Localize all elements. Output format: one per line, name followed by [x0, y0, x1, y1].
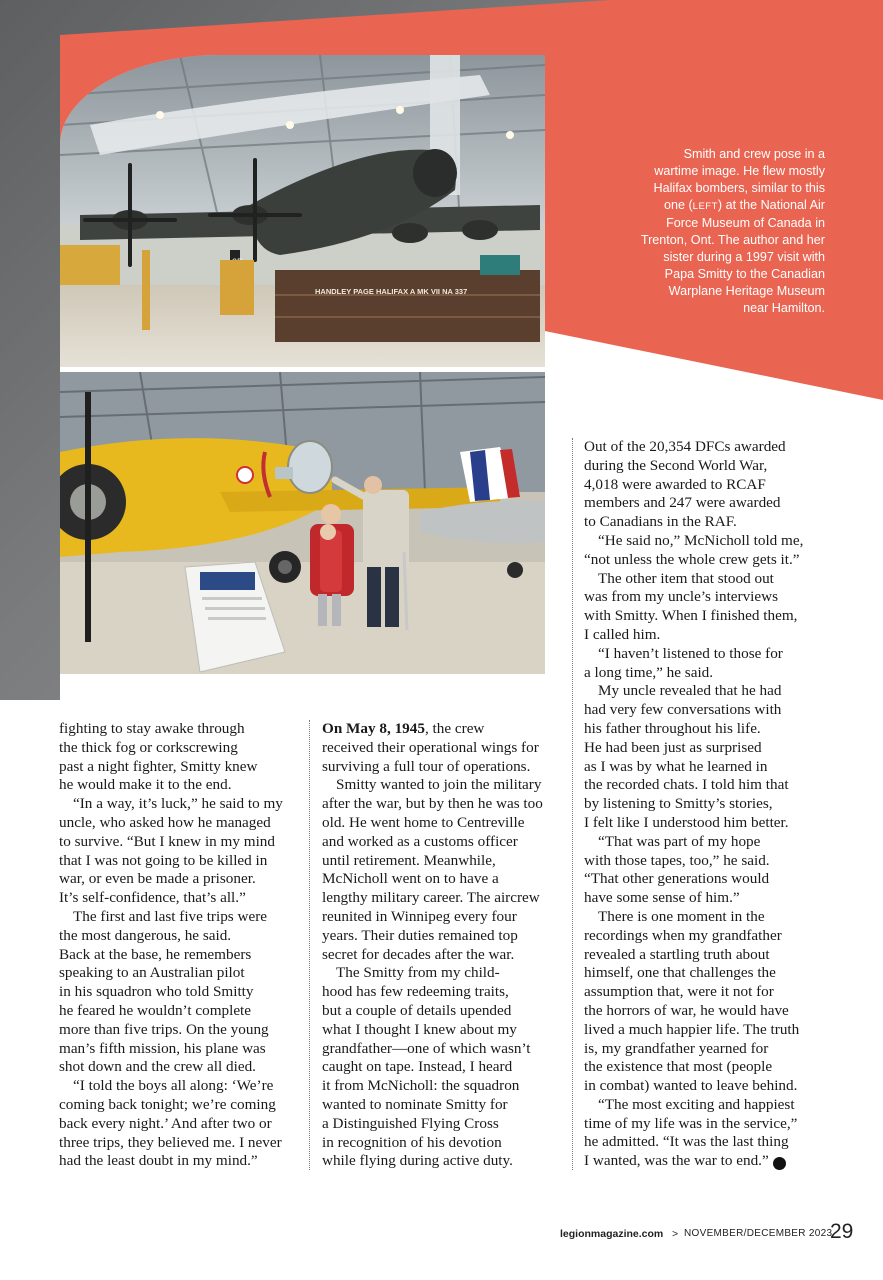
paragraph: “I haven’t listened to those for a long time,” he said.	[584, 644, 783, 681]
footer-issue: NOVEMBER/DECEMBER 2023	[684, 1228, 833, 1239]
end-mark-icon: L	[773, 1157, 786, 1170]
footer-url[interactable]: legionmagazine.com	[560, 1228, 664, 1240]
paragraph: The other item that stood out was from my uncle’s interviews with Smitty. When I finished them, I called him.	[584, 569, 798, 643]
article-column-2	[322, 720, 562, 1171]
halifax-illustration	[60, 55, 545, 367]
paragraph: fighting to stay awake through the thick fog or corkscrewing past a night fighter, Smitty knew he would make it to the end.	[59, 720, 258, 794]
photo-halifax-bomber	[60, 55, 545, 367]
footer-separator: >	[672, 1228, 679, 1240]
photo-museum-visit	[60, 372, 545, 674]
paragraph: “He said no,” McNicholl told me, “not unless the whole crew gets it.”	[584, 531, 804, 568]
caption-text-b: ) at the National Air Force Museum of Canada in Trenton, Ont. The author and her sister during a 1997 visit with Papa Smitty to the Canadian Warplane Heritage Museum near Hamilton.	[640, 198, 825, 315]
paragraph: There is one moment in the recordings when my grandfather revealed a startling truth about himself, one that challenges the assumption that, were it not for the horrors of war, he would have lived a much happier life. The truth is, my grandfather yearned for the existence that most (people in combat) wanted to leave behind.	[584, 907, 800, 1095]
article-column-3	[584, 438, 829, 1171]
column-divider	[572, 438, 573, 1170]
photo-caption	[640, 146, 825, 317]
column-divider	[309, 720, 310, 1170]
lede-date: On May 8, 1945	[322, 720, 425, 737]
paragraph: The first and last five trips were the most dangerous, he said. Back at the base, he remembers speaking to an Australian pilot in his squadron who told Smitty he feared he wouldn’t complete more than five trips. On the young man’s fifth mission, his plane was shot down and the crew all died.	[59, 907, 269, 1076]
paragraph: The Smitty from my child- hood has few redeeming traits, but a couple of details upended what I thought I knew about my grandfather—one of which wasn’t caught on tape. Instead, I heard it from McNicholl: the squadron wanted to nominate Smitty for a Distinguished Flying Cross in recognition of his devotion while flying during active duty.	[322, 964, 531, 1170]
exhibit-sign: HANDLEY PAGE HALIFAX A MK VII NA 337	[315, 287, 468, 296]
paragraph: My uncle revealed that he had had very few conversations with his father throughout his life. He had been just as surprised as I was by what he learned in the recorded chats. I told him that by listening to Smitty’s stories, I felt like I understood him better.	[584, 682, 789, 831]
paragraph: Smitty wanted to join the military after the war, but by then he was too old. He went home to Centreville and worked as a customs officer until retirement. Meanwhile, McNicholl went on to have a lengthy military career. The aircrew reunited in Winnipeg every four years. Their duties remained top secret for decades after the war.	[322, 776, 543, 963]
paragraph: “In a way, it’s luck,” he said to my uncle, who asked how he managed to survive. “But I knew in my mind that I was not going to be killed in war, or even be made a prisoner. It’s self-confidence, that’s all.”	[59, 795, 283, 907]
paragraph-lede	[322, 720, 562, 776]
museum-illustration	[60, 372, 545, 674]
page-footer	[560, 1221, 860, 1245]
paragraph-final	[584, 1096, 829, 1171]
paragraph: “I told the boys all along: ‘We’re coming back tonight; we’re coming back every night.’ And after two or three trips, they believed me. I never had the least doubt in my mind.”	[59, 1077, 282, 1170]
final-text: “The most exciting and happiest time of my life was in the service,” he admitted. “It was the last thing I wanted, was the war to end.”	[584, 1095, 798, 1170]
paragraph: Out of the 20,354 DFCs awarded during the Second World War, 4,018 were awarded to RCAF members and 247 were awarded to Canadians in the RAF.	[584, 438, 786, 531]
lede-text: , the crew received their operational wings for surviving a full tour of operations.	[322, 720, 539, 775]
caption-smallcaps: LEFT	[692, 201, 718, 212]
caption-text-a: Smith and crew pose in a wartime image. He flew mostly Halifax bombers, similar to this one (	[653, 147, 825, 212]
page-number: 29	[830, 1220, 854, 1243]
paragraph: “That was part of my hope with those tapes, too,” he said. “That other generations would have some sense of him.”	[584, 832, 770, 907]
article-column-1	[59, 720, 297, 1171]
